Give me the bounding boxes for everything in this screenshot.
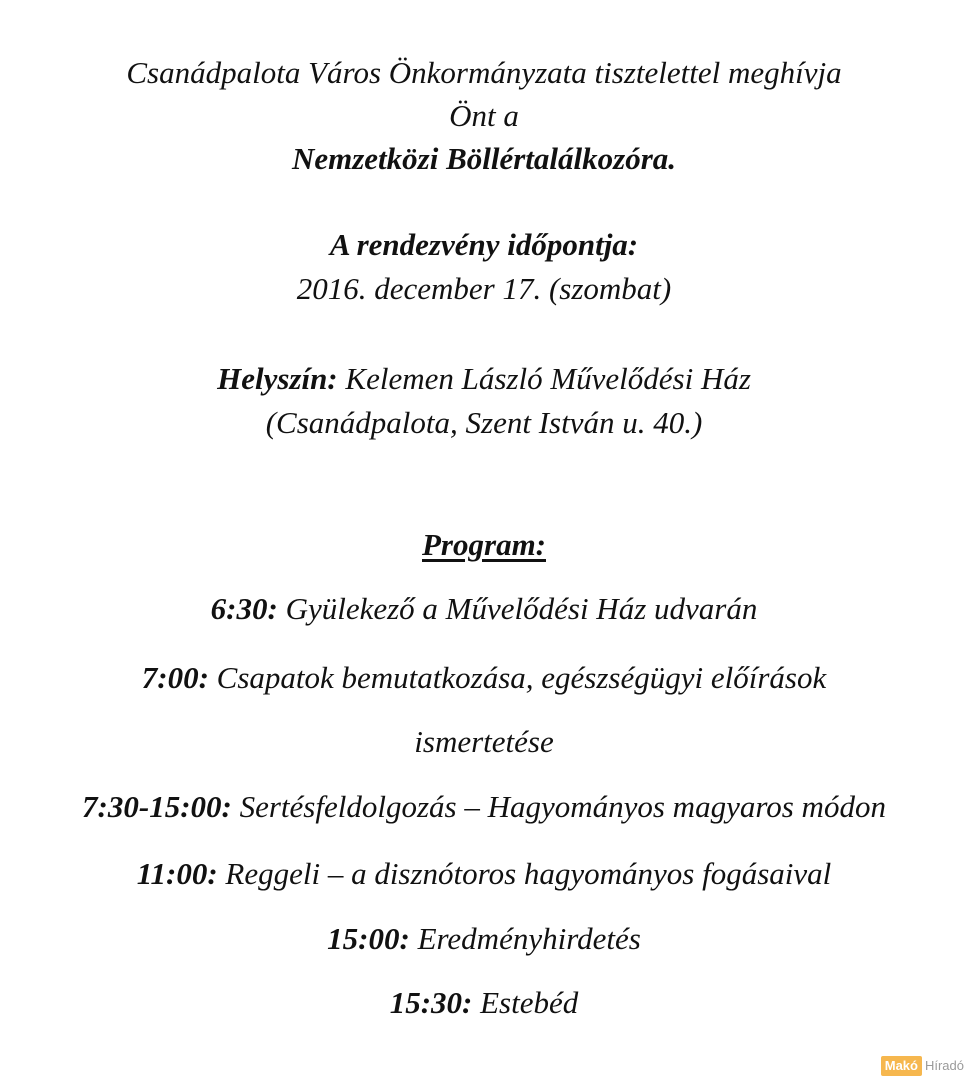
program-item-time: 15:00: (327, 921, 410, 956)
date-value: 2016. december 17. (szombat) (296, 271, 672, 306)
intro-line-2: Önt a (449, 98, 519, 133)
venue-label: Helyszín: (217, 361, 338, 396)
program-item (0, 856, 968, 892)
watermark-brand: Makó (881, 1056, 922, 1076)
program-item (0, 985, 968, 1021)
program-item-time: 7:00: (141, 660, 209, 695)
event-name: Nemzetközi Böllértalálkozóra. (291, 141, 677, 176)
program-item-text: Eredményhirdetés (417, 921, 641, 956)
program-item (0, 591, 968, 627)
venue-line (0, 361, 968, 397)
program-item-time: 7:30-15:00: (82, 789, 232, 824)
program-item (0, 660, 968, 696)
program-item-continuation: ismertetése (414, 724, 554, 759)
program-item-time: 15:30: (389, 985, 473, 1020)
venue-address: (Csanádpalota, Szent István u. 40.) (265, 405, 703, 440)
program-item-text: Csapatok bemutatkozása, egészségügyi előírások (216, 660, 827, 695)
program-item-time: 11:00: (136, 856, 218, 891)
program-item (0, 789, 968, 825)
intro-line-1: Csanádpalota Város Önkormányzata tisztelettel meghívja (126, 55, 842, 90)
watermark-logo (881, 1056, 964, 1076)
venue-name: Kelemen László Művelődési Ház (345, 361, 751, 396)
watermark-suffix: Híradó (924, 1058, 964, 1073)
program-item-text: Reggeli – a disznótoros hagyományos fogásaival (225, 856, 832, 891)
program-heading-text: Program: (422, 527, 546, 562)
program-item-text: Sertésfeldolgozás – Hagyományos magyaros módon (239, 789, 886, 824)
date-label: A rendezvény időpontja: (329, 227, 639, 262)
program-item-time: 6:30: (210, 591, 278, 626)
program-heading (0, 527, 968, 563)
program-item-text: Estebéd (480, 985, 579, 1020)
program-item (0, 921, 968, 957)
program-item-text: Gyülekező a Művelődési Ház udvarán (285, 591, 758, 626)
